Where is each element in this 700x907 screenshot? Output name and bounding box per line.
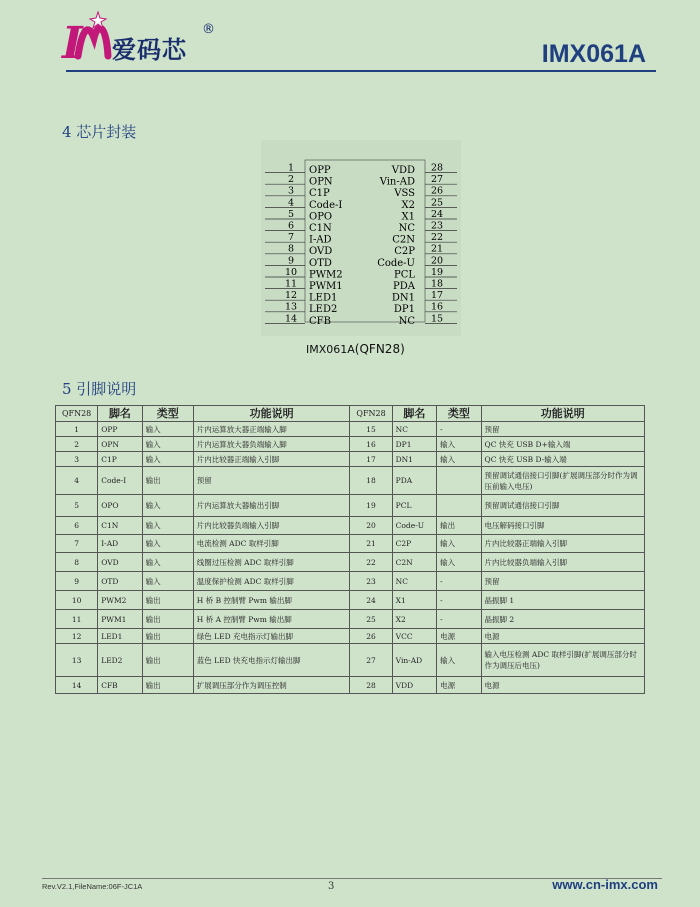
section-5-title: 5 引脚说明 bbox=[62, 380, 137, 398]
qfn-number: 12 bbox=[56, 629, 98, 644]
pin-function: 晶振脚 1 bbox=[481, 591, 644, 610]
pin-name: VCC bbox=[392, 629, 436, 644]
pin-name: LED1 bbox=[98, 629, 142, 644]
pin-type bbox=[437, 467, 481, 495]
pin-type: 输入 bbox=[437, 553, 481, 572]
pin-function: 电源 bbox=[481, 629, 644, 644]
qfn-number: 24 bbox=[350, 591, 392, 610]
qfn-number: 6 bbox=[56, 517, 98, 535]
qfn-number: 20 bbox=[350, 517, 392, 535]
pin-label: LED1 bbox=[309, 292, 338, 304]
table-row bbox=[56, 437, 645, 452]
section-4-title: 4 芯片封装 bbox=[62, 123, 137, 141]
table-row bbox=[56, 467, 645, 495]
pin-type: 输入 bbox=[142, 553, 193, 572]
pin-function: H 桥 B 控制臂 Pwm 输出脚 bbox=[193, 591, 350, 610]
pin-label: OPN bbox=[309, 176, 333, 188]
pin-name: C2P bbox=[392, 535, 436, 553]
pin-type: - bbox=[437, 610, 481, 629]
pin-name: CFB bbox=[98, 677, 142, 694]
header-qfn28: QFN28 bbox=[56, 406, 98, 422]
pin-type: 输出 bbox=[142, 644, 193, 677]
pin-function: 片内比较器正端输入引脚 bbox=[193, 452, 350, 467]
qfn-number: 27 bbox=[350, 644, 392, 677]
pin-type: 输入 bbox=[142, 422, 193, 437]
logo-wordmark: 爱码芯 bbox=[112, 36, 187, 64]
pin-function: H 桥 A 控制臂 Pwm 输出脚 bbox=[193, 610, 350, 629]
pin-function: 预留 bbox=[193, 467, 350, 495]
pin-label: C1N bbox=[309, 223, 332, 234]
pin-label: LED2 bbox=[309, 304, 338, 316]
pin-function: 片内比较器负端输入引脚 bbox=[481, 553, 644, 572]
pin-label: PDA bbox=[393, 281, 415, 292]
pin-number: 14 bbox=[284, 313, 298, 325]
qfn-number: 5 bbox=[56, 495, 98, 517]
pin-type: - bbox=[437, 422, 481, 437]
table-header-row bbox=[56, 406, 645, 422]
pin-function: 晶振脚 2 bbox=[481, 610, 644, 629]
table-row bbox=[56, 644, 645, 677]
pin-type bbox=[437, 495, 481, 517]
pin-function: 预留 bbox=[481, 422, 644, 437]
pin-name: DP1 bbox=[392, 437, 436, 452]
header-pin-name: 脚名 bbox=[98, 406, 142, 422]
pin-type: 输出 bbox=[142, 467, 193, 495]
pin-number: 18 bbox=[430, 278, 444, 290]
pin-type: 输入 bbox=[142, 535, 193, 553]
pin-name: I-AD bbox=[98, 535, 142, 553]
qfn-number: 21 bbox=[350, 535, 392, 553]
pin-number: 25 bbox=[430, 197, 444, 209]
pin-function: 片内运算放大器负端输入脚 bbox=[193, 437, 350, 452]
pin-type: 输出 bbox=[142, 591, 193, 610]
footer-revision: Rev.V2.1,FileName:06F-JC1A bbox=[42, 882, 143, 891]
pin-number: 1 bbox=[287, 162, 295, 174]
package-diagram bbox=[261, 140, 461, 336]
pin-label: Vin-AD bbox=[379, 176, 415, 188]
pin-name: OPP bbox=[98, 422, 142, 437]
table-row bbox=[56, 553, 645, 572]
page-number: 3 bbox=[328, 881, 335, 892]
pin-name: PCL bbox=[392, 495, 436, 517]
qfn-number: 25 bbox=[350, 610, 392, 629]
pin-type: 电源 bbox=[437, 677, 481, 694]
header-type: 类型 bbox=[437, 406, 481, 422]
pin-function: 电压解码接口引脚 bbox=[481, 517, 644, 535]
qfn-number: 15 bbox=[350, 422, 392, 437]
pin-function: 蓝色 LED 快充电指示灯输出脚 bbox=[193, 644, 350, 677]
pin-name: OVD bbox=[98, 553, 142, 572]
pin-label: X2 bbox=[401, 199, 415, 211]
svg-text:I: I bbox=[62, 18, 83, 66]
pin-number: 13 bbox=[284, 301, 298, 313]
pin-number: 5 bbox=[287, 208, 295, 220]
pin-function: 电源 bbox=[481, 677, 644, 694]
pin-number: 15 bbox=[430, 313, 444, 325]
pin-number: 16 bbox=[430, 301, 444, 313]
pin-type: 输出 bbox=[142, 629, 193, 644]
qfn-number: 13 bbox=[56, 644, 98, 677]
qfn-number: 4 bbox=[56, 467, 98, 495]
package-caption bbox=[306, 342, 405, 356]
document-title: IMX061A bbox=[541, 40, 646, 68]
qfn-number: 28 bbox=[350, 677, 392, 694]
pin-number: 10 bbox=[284, 266, 298, 278]
pin-function: 温度保护检测 ADC 取样引脚 bbox=[193, 572, 350, 591]
registered-mark: ® bbox=[202, 22, 215, 37]
pin-function: 片内比较器负端输入引脚 bbox=[193, 517, 350, 535]
pin-type: 输入 bbox=[142, 495, 193, 517]
table-row bbox=[56, 452, 645, 467]
pin-number: 26 bbox=[430, 185, 444, 197]
footer-website: www.cn-imx.com bbox=[552, 877, 658, 892]
pin-function: 预留调试通信接口引脚 bbox=[481, 495, 644, 517]
pin-label: NC bbox=[398, 315, 415, 327]
pin-number: 2 bbox=[287, 174, 295, 186]
pin-type: - bbox=[437, 572, 481, 591]
pin-function: 预留调试通信接口引脚(扩展调压部分时作为调压前输入电压) bbox=[481, 467, 644, 495]
qfn-number: 3 bbox=[56, 452, 98, 467]
pin-label: Code-I bbox=[309, 199, 343, 211]
pin-type: 电源 bbox=[437, 629, 481, 644]
pin-name: OPN bbox=[98, 437, 142, 452]
pin-name: OTD bbox=[98, 572, 142, 591]
pin-name: PWM2 bbox=[98, 591, 142, 610]
pin-number: 3 bbox=[287, 185, 295, 197]
pin-type: 输入 bbox=[437, 535, 481, 553]
header-pin-name: 脚名 bbox=[392, 406, 436, 422]
pin-function: 电流检测 ADC 取样引脚 bbox=[193, 535, 350, 553]
pin-number: 22 bbox=[430, 232, 444, 244]
pin-type: 输出 bbox=[437, 517, 481, 535]
pin-name: OPO bbox=[98, 495, 142, 517]
pin-function: 片内运算放大器正端输入脚 bbox=[193, 422, 350, 437]
pin-description-table bbox=[55, 405, 645, 694]
qfn-number: 2 bbox=[56, 437, 98, 452]
pin-number: 12 bbox=[284, 290, 298, 302]
pin-number: 8 bbox=[287, 243, 295, 255]
qfn-number: 26 bbox=[350, 629, 392, 644]
pin-label: PCL bbox=[393, 269, 415, 281]
pin-name: Code-U bbox=[392, 517, 436, 535]
qfn-number: 16 bbox=[350, 437, 392, 452]
pin-function: QC 快充 USB D-输入端 bbox=[481, 452, 644, 467]
pin-label: OVD bbox=[309, 246, 333, 258]
pin-function: 预留 bbox=[481, 572, 644, 591]
table-row bbox=[56, 572, 645, 591]
pin-label: PWM2 bbox=[309, 269, 343, 281]
pin-number: 20 bbox=[430, 255, 444, 267]
pin-number: 11 bbox=[284, 278, 298, 290]
pin-label: OTD bbox=[309, 257, 332, 269]
qfn-number: 8 bbox=[56, 553, 98, 572]
pin-label: Code-U bbox=[377, 257, 415, 269]
table-row bbox=[56, 677, 645, 694]
pin-label: C1P bbox=[309, 188, 330, 200]
qfn-number: 9 bbox=[56, 572, 98, 591]
pin-label: VDD bbox=[391, 165, 415, 176]
pin-label: X1 bbox=[401, 211, 415, 223]
qfn-number: 11 bbox=[56, 610, 98, 629]
header-function: 功能说明 bbox=[481, 406, 644, 422]
package-part-number: IMX061A bbox=[306, 343, 355, 356]
pin-function: 线圈过压检测 ADC 取样引脚 bbox=[193, 553, 350, 572]
pin-number: 4 bbox=[287, 197, 295, 209]
pin-label: PWM1 bbox=[309, 281, 343, 292]
table-row bbox=[56, 517, 645, 535]
pin-name: PWM1 bbox=[98, 610, 142, 629]
pin-name: C1N bbox=[98, 517, 142, 535]
pin-label: DN1 bbox=[391, 292, 415, 304]
qfn-number: 19 bbox=[350, 495, 392, 517]
qfn-number: 1 bbox=[56, 422, 98, 437]
pin-number: 21 bbox=[430, 243, 444, 255]
pin-name: X1 bbox=[392, 591, 436, 610]
qfn-number: 7 bbox=[56, 535, 98, 553]
pin-name: Code-I bbox=[98, 467, 142, 495]
pin-label: OPP bbox=[309, 165, 331, 176]
pin-number: 9 bbox=[287, 255, 295, 267]
pin-type: 输入 bbox=[437, 452, 481, 467]
qfn-number: 22 bbox=[350, 553, 392, 572]
pin-label: I-AD bbox=[309, 234, 332, 246]
pin-number: 19 bbox=[430, 266, 444, 278]
pin-name: NC bbox=[392, 422, 436, 437]
pin-number: 17 bbox=[430, 290, 444, 302]
pin-function: 片内运算放大器输出引脚 bbox=[193, 495, 350, 517]
pin-function: 片内比较器正端输入引脚 bbox=[481, 535, 644, 553]
qfn-number: 23 bbox=[350, 572, 392, 591]
pin-type: 输出 bbox=[142, 677, 193, 694]
header-function: 功能说明 bbox=[193, 406, 350, 422]
table-row bbox=[56, 535, 645, 553]
pin-label: C2P bbox=[394, 246, 415, 258]
pin-type: 输入 bbox=[142, 437, 193, 452]
pin-function: 输入电压检测 ADC 取样引脚(扩展调压部分时作为调压后电压) bbox=[481, 644, 644, 677]
pin-label: DP1 bbox=[393, 304, 415, 316]
pin-label: VSS bbox=[394, 188, 415, 200]
qfn-number: 17 bbox=[350, 452, 392, 467]
qfn-number: 14 bbox=[56, 677, 98, 694]
table-row bbox=[56, 629, 645, 644]
table-row bbox=[56, 495, 645, 517]
pin-name: NC bbox=[392, 572, 436, 591]
pin-number: 27 bbox=[430, 174, 444, 186]
pin-type: 输入 bbox=[142, 517, 193, 535]
pin-function: QC 快充 USB D+输入端 bbox=[481, 437, 644, 452]
pin-name: PDA bbox=[392, 467, 436, 495]
qfn-number: 18 bbox=[350, 467, 392, 495]
header-divider bbox=[66, 70, 656, 72]
header-type: 类型 bbox=[142, 406, 193, 422]
pin-name: Vin-AD bbox=[392, 644, 436, 677]
pin-label: NC bbox=[398, 223, 415, 234]
table-row bbox=[56, 422, 645, 437]
pin-number: 23 bbox=[430, 220, 444, 232]
pin-label: C2N bbox=[392, 234, 415, 246]
table-row bbox=[56, 591, 645, 610]
pin-label: CFB bbox=[309, 315, 331, 327]
pin-type: - bbox=[437, 591, 481, 610]
pin-function: 扩展调压部分作为调压控制 bbox=[193, 677, 350, 694]
pin-type: 输入 bbox=[437, 644, 481, 677]
pin-name: VDD bbox=[392, 677, 436, 694]
pin-type: 输入 bbox=[437, 437, 481, 452]
pin-number: 28 bbox=[430, 162, 444, 174]
header-qfn28: QFN28 bbox=[350, 406, 392, 422]
pin-name: C1P bbox=[98, 452, 142, 467]
pin-name: X2 bbox=[392, 610, 436, 629]
pin-type: 输入 bbox=[142, 572, 193, 591]
pin-type: 输出 bbox=[142, 610, 193, 629]
pin-number: 6 bbox=[287, 220, 295, 232]
pin-name: DN1 bbox=[392, 452, 436, 467]
pin-type: 输入 bbox=[142, 452, 193, 467]
table-row bbox=[56, 610, 645, 629]
pin-function: 绿色 LED 充电指示灯输出脚 bbox=[193, 629, 350, 644]
qfn-number: 10 bbox=[56, 591, 98, 610]
pin-label: OPO bbox=[309, 211, 333, 223]
package-type: (QFN28) bbox=[354, 342, 405, 356]
pin-number: 7 bbox=[287, 232, 295, 244]
pin-name: C2N bbox=[392, 553, 436, 572]
pin-number: 24 bbox=[430, 208, 444, 220]
pin-name: LED2 bbox=[98, 644, 142, 677]
